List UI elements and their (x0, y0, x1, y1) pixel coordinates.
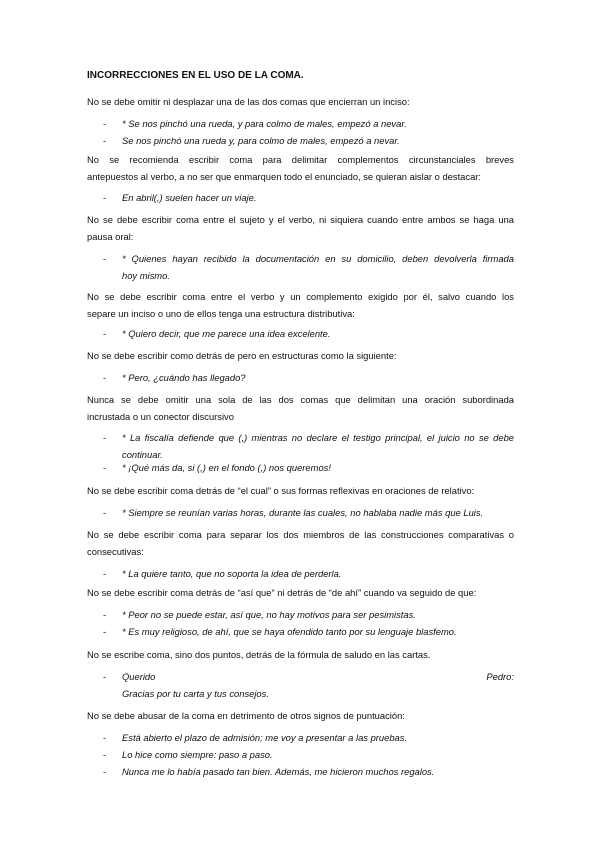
example-line: * Quiero decir, que me parece una idea excelente. (122, 328, 331, 339)
example-line: * Pero, ¿cuándo has llegado? (122, 372, 246, 383)
paragraph-line: pausa oral: (87, 231, 134, 242)
example-line: * La quiere tanto, que no soporta la idea de perderla. (122, 568, 342, 579)
bullet-dash: - (103, 749, 107, 760)
paragraph-line: consecutivas: (87, 546, 144, 557)
example-line: * La fiscalía defiende que (,) mientras no declare el testigo principal, el juicio no se debe (122, 432, 514, 443)
paragraph-line: Nunca se debe omitir una sola de las dos comas que delimitan una oración subordinada (87, 394, 514, 405)
page-title: INCORRECCIONES EN EL USO DE LA COMA. (87, 70, 304, 81)
bullet-dash: - (103, 135, 107, 146)
example-line: * Peor no se puede estar, así que, no hay motivos para ser pesimistas. (122, 609, 416, 620)
example-line: Se nos pinchó una rueda y, para colmo de males, empezó a nevar. (122, 135, 400, 146)
example-line: * Se nos pinchó una rueda, y para colmo de males, empezó a nevar. (122, 118, 407, 129)
bullet-dash: - (103, 766, 107, 777)
paragraph-line: No se debe escribir coma detrás de “así que” ni detrás de “de ahí” cuando va seguido de que: (87, 587, 477, 598)
paragraph-line: antepuestos al verbo, a no ser que enmarquen todo el enunciado, se quieran aislar o destacar: (87, 171, 482, 182)
example-line: Nunca me lo había pasado tan bien. Además, me hicieron muchos regalos. (122, 766, 435, 777)
bullet-dash: - (103, 626, 107, 637)
bullet-dash: - (103, 192, 107, 203)
bullet-dash: - (103, 462, 107, 473)
example-line: Está abierto el plazo de admisión; me voy a presentar a las pruebas. (122, 732, 408, 743)
example-line: * Quienes hayan recibido la documentación en su domicilio, deben devolverla firmada (122, 253, 514, 264)
paragraph-line: No se debe abusar de la coma en detrimento de otros signos de puntuación: (87, 710, 405, 721)
bullet-dash: - (103, 432, 107, 443)
bullet-dash: - (103, 328, 107, 339)
paragraph-line: No se debe escribir coma entre el verbo y un complemento exigido por él, salvo cuando los (87, 291, 514, 302)
bullet-dash: - (103, 118, 107, 129)
bullet-dash: - (103, 253, 107, 264)
paragraph-line: No se debe escribir coma entre el sujeto y el verbo, ni siquiera cuando entre ambos se haga una (87, 214, 514, 225)
example-line: Lo hice como siempre: paso a paso. (122, 749, 273, 760)
bullet-dash: - (103, 507, 107, 518)
example-line: continuar. (122, 449, 163, 460)
example-line: * ¡Qué más da, si (,) en el fondo (,) nos queremos! (122, 462, 331, 473)
paragraph-line: No se debe escribir coma para separar los dos miembros de las construcciones comparativas o (87, 529, 514, 540)
bullet-dash: - (103, 372, 107, 383)
bullet-dash: - (103, 568, 107, 579)
example-line: * Siempre se reunían varias horas, durante las cuales, no hablaba nadie más que Luis. (122, 507, 484, 518)
example-line: Querido Pedro: (122, 671, 514, 682)
paragraph-line: No se debe escribir coma detrás de “el cual” o sus formas reflexivas en oraciones de relativo: (87, 485, 475, 496)
paragraph-line: incrustada o un conector discursivo (87, 411, 234, 422)
paragraph-line: No se escribe coma, sino dos puntos, detrás de la fórmula de saludo en las cartas. (87, 649, 431, 660)
paragraph-line: No se recomienda escribir coma para delimitar complementos circunstanciales breves (87, 154, 514, 165)
example-line: En abril(,) suelen hacer un viaje. (122, 192, 257, 203)
bullet-dash: - (103, 732, 107, 743)
bullet-dash: - (103, 671, 107, 682)
example-line: Gracias por tu carta y tus consejos. (122, 688, 269, 699)
example-line: hoy mismo. (122, 270, 170, 281)
paragraph-line: No se debe escribir como detrás de pero en estructuras como la siguiente: (87, 350, 397, 361)
example-line: * Es muy religioso, de ahí, que se haya ofendido tanto por su lenguaje blasfemo. (122, 626, 457, 637)
bullet-dash: - (103, 609, 107, 620)
paragraph-line: No se debe omitir ni desplazar una de las dos comas que encierran un inciso: (87, 96, 410, 107)
paragraph-line: separe un inciso o uno de ellos tenga una estructura distributiva: (87, 308, 355, 319)
